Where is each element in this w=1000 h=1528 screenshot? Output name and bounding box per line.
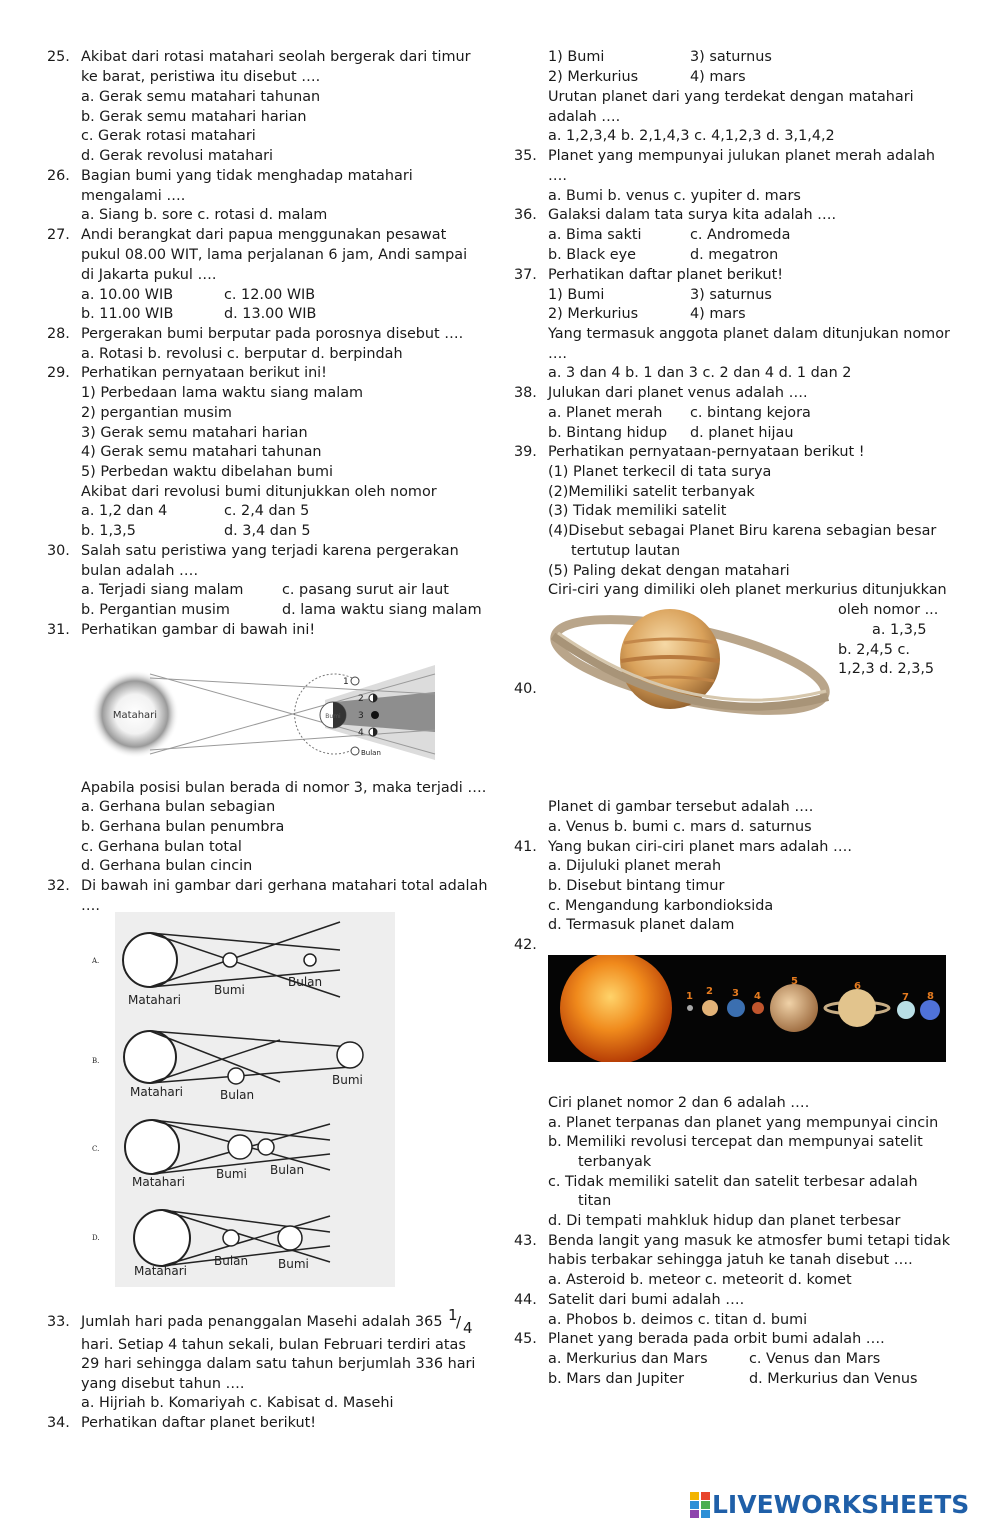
q33-stem-line2: hari. Setiap 4 tahun sekali, bulan Februari terdiri atas (81, 1337, 466, 1353)
planet-3 (727, 999, 745, 1017)
q42-number: 42. (514, 937, 537, 953)
q42-option-d[interactable]: d. Di tempati mahkluk hidup dan planet terbesar (548, 1213, 901, 1229)
q37-options[interactable]: a. 3 dan 4 b. 1 dan 3 c. 2 dan 4 d. 1 dan 2 (548, 365, 852, 381)
q40-question: Planet di gambar tersebut adalah …. (548, 799, 814, 815)
q36-stem: Galaksi dalam tata surya kita adalah …. (548, 207, 837, 223)
q39-item-1: (1) Planet terkecil di tata surya (548, 464, 772, 480)
q37-question: Yang termasuk anggota planet dalam ditunjukan nomor (548, 326, 950, 342)
q27-stem-line2: pukul 08.00 WIT, lama perjalanan 6 jam, Andi sampai (81, 247, 468, 263)
moon-number-1: 1 (343, 677, 349, 687)
q39-stem: Perhatikan pernyataan-pernyataan berikut ! (548, 444, 865, 460)
q33-stem-line4: yang disebut tahun …. (81, 1376, 245, 1392)
q38-option-a[interactable]: a. Planet merah (548, 405, 663, 421)
q31-option-a[interactable]: a. Gerhana bulan sebagian (81, 799, 276, 815)
q39-item-4-line2: tertutup lautan (571, 543, 681, 559)
option-c-letter: C. (92, 1145, 100, 1153)
planet-7 (897, 1001, 915, 1019)
q39-option-c-d[interactable]: 1,2,3 d. 2,3,5 (838, 661, 935, 677)
planet-label-5: 5 (791, 976, 798, 987)
q34-question: Urutan planet dari yang terdekat dengan matahari (548, 89, 914, 105)
q42-option-b-line2[interactable]: terbanyak (578, 1154, 652, 1170)
q29-option-c[interactable]: c. 2,4 dan 5 (224, 503, 310, 519)
option-d-letter: D. (92, 1234, 100, 1242)
q41-stem: Yang bukan ciri-ciri planet mars adalah …. (548, 839, 852, 855)
moon-label: Bulan (361, 749, 381, 757)
q41-number: 41. (514, 839, 537, 855)
moon-number-3: 3 (358, 711, 364, 721)
q36-number: 36. (514, 207, 537, 223)
q44-options[interactable]: a. Phobos b. deimos c. titan d. bumi (548, 1312, 808, 1328)
q39-question-line2: oleh nomor ... (838, 602, 939, 618)
q31-stem: Perhatikan gambar di bawah ini! (81, 622, 316, 638)
a-sun-label: Matahari (128, 993, 181, 1007)
option-b-letter: B. (92, 1057, 100, 1065)
q35-stem-line2: …. (548, 168, 567, 184)
q37-stem: Perhatikan daftar planet berikut! (548, 267, 784, 283)
moon-number-4: 4 (358, 728, 364, 738)
q31-number: 31. (47, 622, 70, 638)
q27-number: 27. (47, 227, 70, 243)
q42-question: Ciri planet nomor 2 dan 6 adalah …. (548, 1095, 810, 1111)
q33-stem: Jumlah hari pada penanggalan Masehi adalah 365 (81, 1314, 443, 1330)
d-moon-label: Bulan (214, 1254, 249, 1268)
q41-option-d[interactable]: d. Termasuk planet dalam (548, 917, 735, 933)
q39-item-3: (3) Tidak memiliki satelit (548, 503, 727, 519)
q30-stem: Salah satu peristiwa yang terjadi karena pergerakan (81, 543, 459, 559)
planet-label-8: 8 (927, 991, 934, 1002)
q34-item-2: 2) Merkurius (548, 69, 639, 85)
q38-option-d[interactable]: d. planet hijau (690, 425, 794, 441)
q25-option-c[interactable]: c. Gerak rotasi matahari (81, 128, 256, 144)
q42-option-a[interactable]: a. Planet terpanas dan planet yang mempunyai cincin (548, 1115, 939, 1131)
planet-8 (920, 1000, 940, 1020)
q31-question: Apabila posisi bulan berada di nomor 3, maka terjadi …. (81, 780, 487, 796)
q36-option-c[interactable]: c. Andromeda (690, 227, 791, 243)
q35-stem: Planet yang mempunyai julukan planet merah adalah (548, 148, 936, 164)
q42-option-b[interactable]: b. Memiliki revolusi tercepat dan mempunyai satelit (548, 1134, 923, 1150)
q39-option-b-c[interactable]: b. 2,4,5 c. (838, 642, 910, 658)
solar-eclipse-diagrams (90, 912, 395, 1287)
q34-item-4: 4) mars (690, 69, 746, 85)
planet-5 (770, 984, 818, 1032)
q32-stem-line2: …. (81, 898, 100, 914)
q30-option-c[interactable]: c. pasang surut air laut (282, 582, 449, 598)
b-earth-label: Bumi (332, 1073, 363, 1087)
q39-number: 39. (514, 444, 537, 460)
q37-item-3: 3) saturnus (690, 287, 772, 303)
q37-question-line2: …. (548, 346, 567, 362)
planet-1 (687, 1005, 693, 1011)
q38-option-b[interactable]: b. Bintang hidup (548, 425, 668, 441)
q33-fraction-slash: / (456, 1313, 462, 1331)
a-moon-label: Bulan (288, 975, 323, 989)
q28-options[interactable]: a. Rotasi b. revolusi c. berputar d. berpindah (81, 346, 403, 362)
q26-options[interactable]: a. Siang b. sore c. rotasi d. malam (81, 207, 328, 223)
q39-question: Ciri-ciri yang dimiliki oleh planet merkurius ditunjukkan (548, 582, 947, 598)
q28-number: 28. (47, 326, 70, 342)
q33-options[interactable]: a. Hijriah b. Komariyah c. Kabisat d. Masehi (81, 1395, 394, 1411)
q27-option-d[interactable]: d. 13.00 WIB (224, 306, 317, 322)
liveworksheets-blocks-icon (690, 1492, 710, 1518)
planet-label-1: 1 (686, 991, 693, 1002)
q33-number: 33. (47, 1314, 70, 1330)
q43-stem-line2: habis terbakar sehingga jatuh ke tanah disebut …. (548, 1252, 913, 1268)
c-moon-label: Bulan (270, 1163, 305, 1177)
earth-label: Bumi (325, 713, 341, 720)
q33-stem-line3: 29 hari sehingga dalam satu tahun berjumlah 336 hari (81, 1356, 476, 1372)
q44-number: 44. (514, 1292, 537, 1308)
c-sun-label: Matahari (132, 1175, 185, 1189)
q44-stem: Satelit dari bumi adalah …. (548, 1292, 745, 1308)
q39-item-5: (5) Paling dekat dengan matahari (548, 563, 790, 579)
q34-item-1: 1) Bumi (548, 49, 605, 65)
a-earth-label: Bumi (214, 983, 245, 997)
q38-number: 38. (514, 385, 537, 401)
q25-stem: Akibat dari rotasi matahari seolah bergerak dari timur (81, 49, 471, 65)
d-earth-label: Bumi (278, 1257, 309, 1271)
q42-option-c-line2[interactable]: titan (578, 1193, 612, 1209)
moon-position-5 (351, 747, 359, 755)
q25-number: 25. (47, 49, 70, 65)
solar-system-image (548, 955, 946, 1062)
q29-item-1: 1) Perbedaan lama waktu siang malam (81, 385, 364, 401)
d-sun-label: Matahari (134, 1264, 187, 1278)
q38-stem: Julukan dari planet venus adalah …. (548, 385, 808, 401)
moon-number-2: 2 (358, 694, 364, 704)
option-a-letter: A. (92, 957, 100, 965)
planet-label-6: 6 (854, 981, 861, 992)
q27-stem: Andi berangkat dari papua menggunakan pesawat (81, 227, 447, 243)
q30-option-a[interactable]: a. Terjadi siang malam (81, 582, 244, 598)
q41-option-b[interactable]: b. Disebut bintang timur (548, 878, 725, 894)
q37-number: 37. (514, 267, 537, 283)
c-earth-label: Bumi (216, 1167, 247, 1181)
q34-number: 34. (47, 1415, 70, 1431)
q40-options[interactable]: a. Venus b. bumi c. mars d. saturnus (548, 819, 812, 835)
q37-item-1: 1) Bumi (548, 287, 605, 303)
b-sun-label: Matahari (130, 1085, 183, 1099)
sun-label: Matahari (112, 710, 158, 721)
q30-number: 30. (47, 543, 70, 559)
q26-number: 26. (47, 168, 70, 184)
q25-option-a[interactable]: a. Gerak semu matahari tahunan (81, 89, 321, 105)
q28-stem: Pergerakan bumi berputar pada porosnya disebut …. (81, 326, 464, 342)
planet-label-4: 4 (754, 991, 761, 1002)
q31-option-c[interactable]: c. Gerhana bulan total (81, 839, 242, 855)
q45-option-c[interactable]: c. Venus dan Mars (749, 1351, 881, 1367)
planet-4 (752, 1002, 764, 1014)
q31-option-b[interactable]: b. Gerhana bulan penumbra (81, 819, 285, 835)
q25-option-b[interactable]: b. Gerak semu matahari harian (81, 109, 307, 125)
q27-option-a[interactable]: a. 10.00 WIB (81, 287, 174, 303)
q34-question-line2: adalah …. (548, 109, 621, 125)
q45-option-a[interactable]: a. Merkurius dan Mars (548, 1351, 708, 1367)
q38-option-c[interactable]: c. bintang kejora (690, 405, 811, 421)
q30-option-d[interactable]: d. lama waktu siang malam (282, 602, 482, 618)
q31-option-d[interactable]: d. Gerhana bulan cincin (81, 858, 253, 874)
q25-stem-line2: ke barat, peristiwa itu disebut …. (81, 69, 321, 85)
planet-label-7: 7 (902, 992, 909, 1003)
q33-fraction-denominator: 4 (463, 1319, 473, 1337)
q35-options[interactable]: a. Bumi b. venus c. yupiter d. mars (548, 188, 801, 204)
q29-item-4: 4) Gerak semu matahari tahunan (81, 444, 322, 460)
q43-stem: Benda langit yang masuk ke atmosfer bumi tetapi tidak (548, 1233, 951, 1249)
planet-label-3: 3 (732, 988, 739, 999)
q29-item-5: 5) Perbedan waktu dibelahan bumi (81, 464, 334, 480)
q45-option-b[interactable]: b. Mars dan Jupiter (548, 1371, 685, 1387)
q29-item-2: 2) pergantian musim (81, 405, 232, 421)
q29-question: Akibat dari revolusi bumi ditunjukkan oleh nomor (81, 484, 437, 500)
q30-option-b[interactable]: b. Pergantian musim (81, 602, 230, 618)
q29-option-a[interactable]: a. 1,2 dan 4 (81, 503, 168, 519)
q35-number: 35. (514, 148, 537, 164)
moon-position-1 (351, 677, 359, 685)
planet-label-2: 2 (706, 986, 713, 997)
q43-options[interactable]: a. Asteroid b. meteor c. meteorit d. komet (548, 1272, 852, 1288)
q32-number: 32. (47, 878, 70, 894)
q34-stem: Perhatikan daftar planet berikut! (81, 1415, 317, 1431)
q36-option-a[interactable]: a. Bima sakti (548, 227, 642, 243)
q34-item-3: 3) saturnus (690, 49, 772, 65)
q27-option-c[interactable]: c. 12.00 WIB (224, 287, 316, 303)
q34-options[interactable]: a. 1,2,3,4 b. 2,1,4,3 c. 4,1,2,3 d. 3,1,4,2 (548, 128, 835, 144)
q25-option-d[interactable]: d. Gerak revolusi matahari (81, 148, 274, 164)
saturn-image (548, 603, 833, 715)
q45-option-d[interactable]: d. Merkurius dan Venus (749, 1371, 918, 1387)
q37-item-4: 4) mars (690, 306, 746, 322)
q30-stem-line2: bulan adalah …. (81, 563, 199, 579)
q41-option-c[interactable]: c. Mengandung karbondioksida (548, 898, 774, 914)
q29-item-3: 3) Gerak semu matahari harian (81, 425, 308, 441)
planet-2 (702, 1000, 718, 1016)
moon-position-3 (371, 711, 379, 719)
q37-item-2: 2) Merkurius (548, 306, 639, 322)
q40-number: 40. (514, 681, 537, 697)
q45-stem: Planet yang berada pada orbit bumi adalah …. (548, 1331, 885, 1347)
q29-number: 29. (47, 365, 70, 381)
q39-item-4: (4)Disebut sebagai Planet Biru karena sebagian besar (548, 523, 937, 539)
lunar-eclipse-diagram (90, 660, 440, 765)
sun-shape (560, 955, 672, 1062)
q42-option-c[interactable]: c. Tidak memiliki satelit dan satelit terbesar adalah (548, 1174, 918, 1190)
q29-stem: Perhatikan pernyataan berikut ini! (81, 365, 327, 381)
q39-item-2: (2)Memiliki satelit terbanyak (548, 484, 755, 500)
q36-option-b[interactable]: b. Black eye (548, 247, 637, 263)
q33-fraction-numerator: 1 (448, 1306, 458, 1324)
b-moon-label: Bulan (220, 1088, 255, 1102)
q32-stem: Di bawah ini gambar dari gerhana matahari total adalah (81, 878, 488, 894)
q39-option-a[interactable]: a. 1,3,5 (872, 622, 927, 638)
q27-option-b[interactable]: b. 11.00 WIB (81, 306, 174, 322)
q43-number: 43. (514, 1233, 537, 1249)
planet-6 (838, 989, 876, 1027)
q29-option-d[interactable]: d. 3,4 dan 5 (224, 523, 311, 539)
q36-option-d[interactable]: d. megatron (690, 247, 779, 263)
q45-number: 45. (514, 1331, 537, 1347)
q26-stem-line2: mengalami …. (81, 188, 186, 204)
q41-option-a[interactable]: a. Dijuluki planet merah (548, 858, 722, 874)
q27-stem-line3: di Jakarta pukul …. (81, 267, 217, 283)
q26-stem: Bagian bumi yang tidak menghadap matahari (81, 168, 413, 184)
liveworksheets-logo[interactable] (690, 1489, 990, 1521)
liveworksheets-brand-text: LIVEWORKSHEETS (712, 1490, 970, 1519)
q29-option-b[interactable]: b. 1,3,5 (81, 523, 136, 539)
